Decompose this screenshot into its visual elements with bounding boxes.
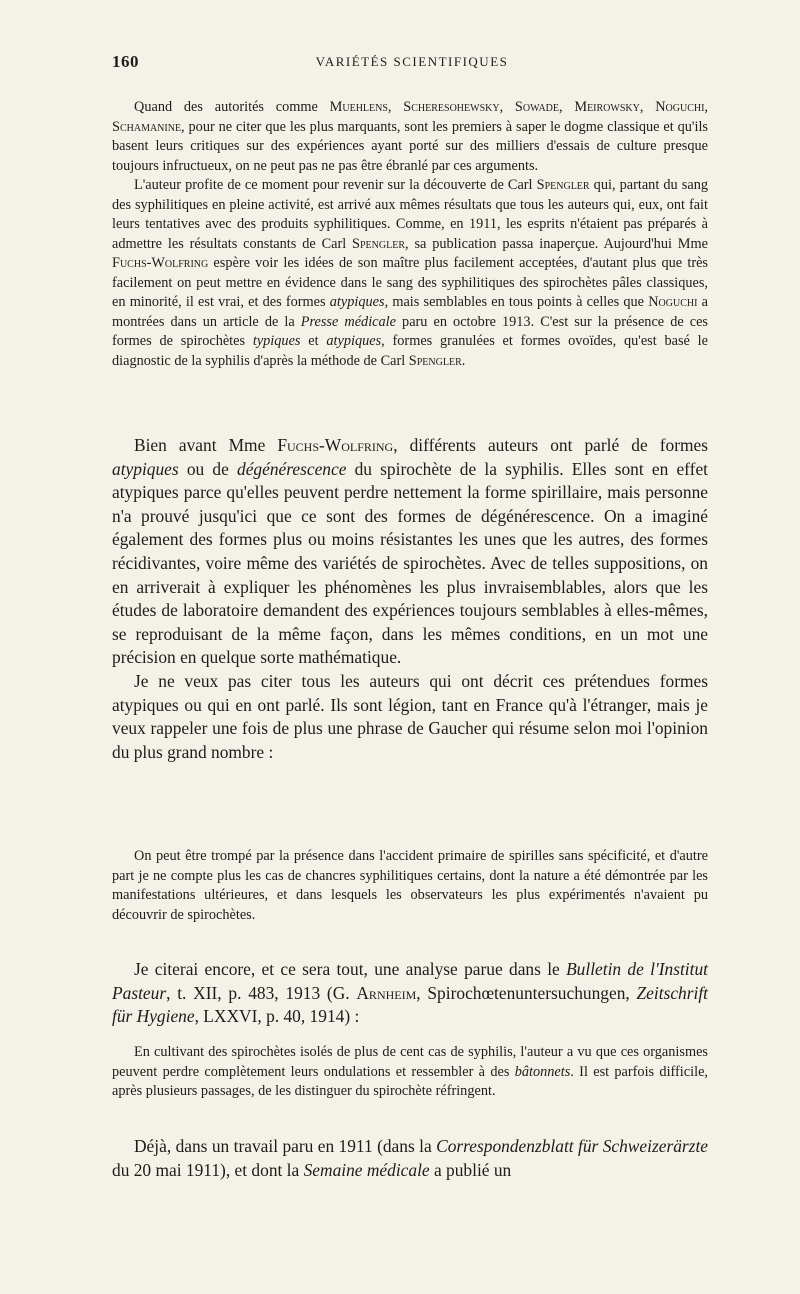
quoted-paragraph: On peut être trompé par la présence dans l'accident primaire de spirilles sans spécificité, et d'autre part je ne compte plus les cas de chancres syphilitiques certains, dont la nature a été démontrée par les manifestations ultérieures, et dans lesquels les observateurs les plus expérimentés n'avaient pu découvrir de spirochètes.: [112, 848, 708, 923]
quoted-passage-arnheim: [112, 1043, 708, 1102]
text-run: Quand des autorités comme: [134, 99, 330, 115]
journal-title: Correspondenzblatt für Schweizerärzte: [436, 1136, 708, 1156]
body-text-section-3: [112, 1135, 708, 1182]
body-paragraph: Je ne veux pas citer tous les auteurs qui ont décrit ces prétendues formes atypiques ou qui en ont parlé. Ils sont légion, tant en France qu'à l'étranger, mais je veux rappeler une fois de plus une phrase de Gaucher qui résume selon moi l'opinion du plus grand nombre :: [112, 670, 708, 762]
quoted-passage-gaucher: [112, 847, 708, 925]
text-run: , t. XII, p. 483, 1913 (G.: [166, 982, 357, 1003]
body-paragraph: [112, 1135, 708, 1182]
text-run: a montrées dans un article de la: [112, 294, 708, 330]
italic-term: atypiques: [329, 294, 385, 310]
italic-term: typiques: [252, 333, 301, 349]
body-paragraph: [112, 958, 708, 1029]
text-run: paru en octobre 1913. C'est sur la présence de ces formes de spirochètes: [112, 313, 708, 349]
quoted-passage-top: [112, 98, 708, 371]
text-run: Je citerai encore, et ce sera tout, une analyse parue dans le: [134, 959, 567, 979]
text-run: Déjà, dans un travail paru en 1911 (dans la: [134, 1136, 437, 1156]
author-name: Noguchi: [648, 294, 698, 310]
text-run: ou de: [178, 458, 237, 479]
text-run: qui, partant du sang des syphilitiques en pleine activité, est arrivé aux mêmes résultats que tous les auteurs qui, eux, ont fait leurs tentatives avec des produits syphilitiques. Comme, en 1911, les esprits n'étaient pas préparés à admettre les résultats constants de Carl: [112, 177, 708, 252]
author-name: Fuchs-Wolfring: [277, 435, 394, 455]
text-run: a publié un: [429, 1159, 512, 1180]
journal-title: Zeitschrift für Hygiene: [112, 982, 709, 1027]
journal-title: Semaine médicale: [303, 1159, 430, 1180]
italic-term: bâtonnets: [514, 1063, 571, 1080]
text-run: , différents auteurs ont parlé de formes: [393, 435, 708, 455]
text-run: , LXXVI, p. 40, 1914) :: [194, 1006, 360, 1027]
page-number: 160: [112, 52, 139, 71]
journal-title: Bulletin de l'Institut Pasteur: [112, 959, 708, 1003]
page-header: [112, 52, 712, 76]
author-name: Spengler: [352, 235, 405, 252]
text-run: et: [300, 333, 327, 349]
text-run: espère voir les idées de son maître plus facilement acceptées, d'autant plus que très facilement on peut mettre en évidence dans le sang des syphilitiques des spirochètes pâles classiques, en minorité, il est vrai, et des formes: [112, 255, 708, 310]
quoted-paragraph: [112, 1043, 708, 1102]
text-run: , Spirochœtenuntersuchungen,: [416, 982, 637, 1003]
text-run: , mais semblables en tous points à celles que: [384, 294, 649, 310]
italic-term: dégénérescence: [237, 458, 347, 479]
text-run: , sa publication passa inaperçue. Aujourd'hui Mme: [405, 235, 708, 252]
author-names: Muehlens, Scheresohewsky, Sowade, Meirowsky, Noguchi, Schamanine,: [112, 99, 708, 135]
text-run: du spirochète de la syphilis. Elles sont en effet atypiques parce qu'elles peuvent perdre nettement la forme spirillaire, mais personne n'a prouvé jusqu'ici que ce sont des formes de dégénérescence. On a imaginé également des formes plus ou moins résistantes les unes que les autres, des formes récidivantes, voire même des variétés de spirochètes. Avec de telles suppositions, on en arriverait à expliquer les phénomènes les plus invraisemblables, alors que les études de laboratoire demandent des expériences toujours semblables à elles-mêmes, se reproduisant de la même façon, dans les mêmes conditions, en un mot une précision en quelque sorte mathématique.: [112, 458, 708, 668]
author-name: Arnheim: [356, 982, 417, 1003]
quoted-paragraph: [112, 176, 708, 371]
text-run: En cultivant des spirochètes isolés de plus de cent cas de syphilis, l'auteur a vu que ces organismes peuvent perdre complètement leurs ondulations et ressembler à des: [112, 1044, 708, 1080]
text-run: Bien avant Mme: [134, 435, 278, 455]
journal-title: Presse médicale: [300, 313, 396, 330]
author-name: Fuchs-Wolfring: [112, 255, 209, 271]
quoted-paragraph: [112, 98, 708, 176]
author-name: Spengler: [408, 352, 462, 369]
text-run: . Il est parfois difficile, après plusieurs passages, de les distinguer du spirochète réfringent.: [112, 1063, 708, 1099]
text-run: .: [461, 352, 466, 369]
italic-term: atypiques: [326, 333, 382, 349]
body-text-section-1: [112, 434, 708, 764]
text-run: L'auteur profite de ce moment pour revenir sur la découverte de Carl: [134, 177, 537, 193]
text-run: du 20 mai 1911), et dont la: [112, 1159, 304, 1180]
author-name: Spengler: [536, 177, 590, 193]
italic-term: atypiques: [112, 458, 179, 479]
text-run: pour ne citer que les plus marquants, sont les premiers à saper le dogme classique et qu'ils basent leurs critiques sur des expériences ayant porté sur des milliers d'essais de culture presque toujours infructueux, on ne peut pas ne pas être ébranlé par ces arguments.: [112, 118, 708, 174]
body-text-section-2: [112, 958, 708, 1029]
running-title: VARIÉTÉS SCIENTIFIQUES: [315, 54, 509, 69]
body-paragraph: [112, 434, 708, 670]
text-run: , formes granulées et formes ovoïdes, qu'est basé le diagnostic de la syphilis d'après la méthode de Carl: [112, 333, 708, 369]
